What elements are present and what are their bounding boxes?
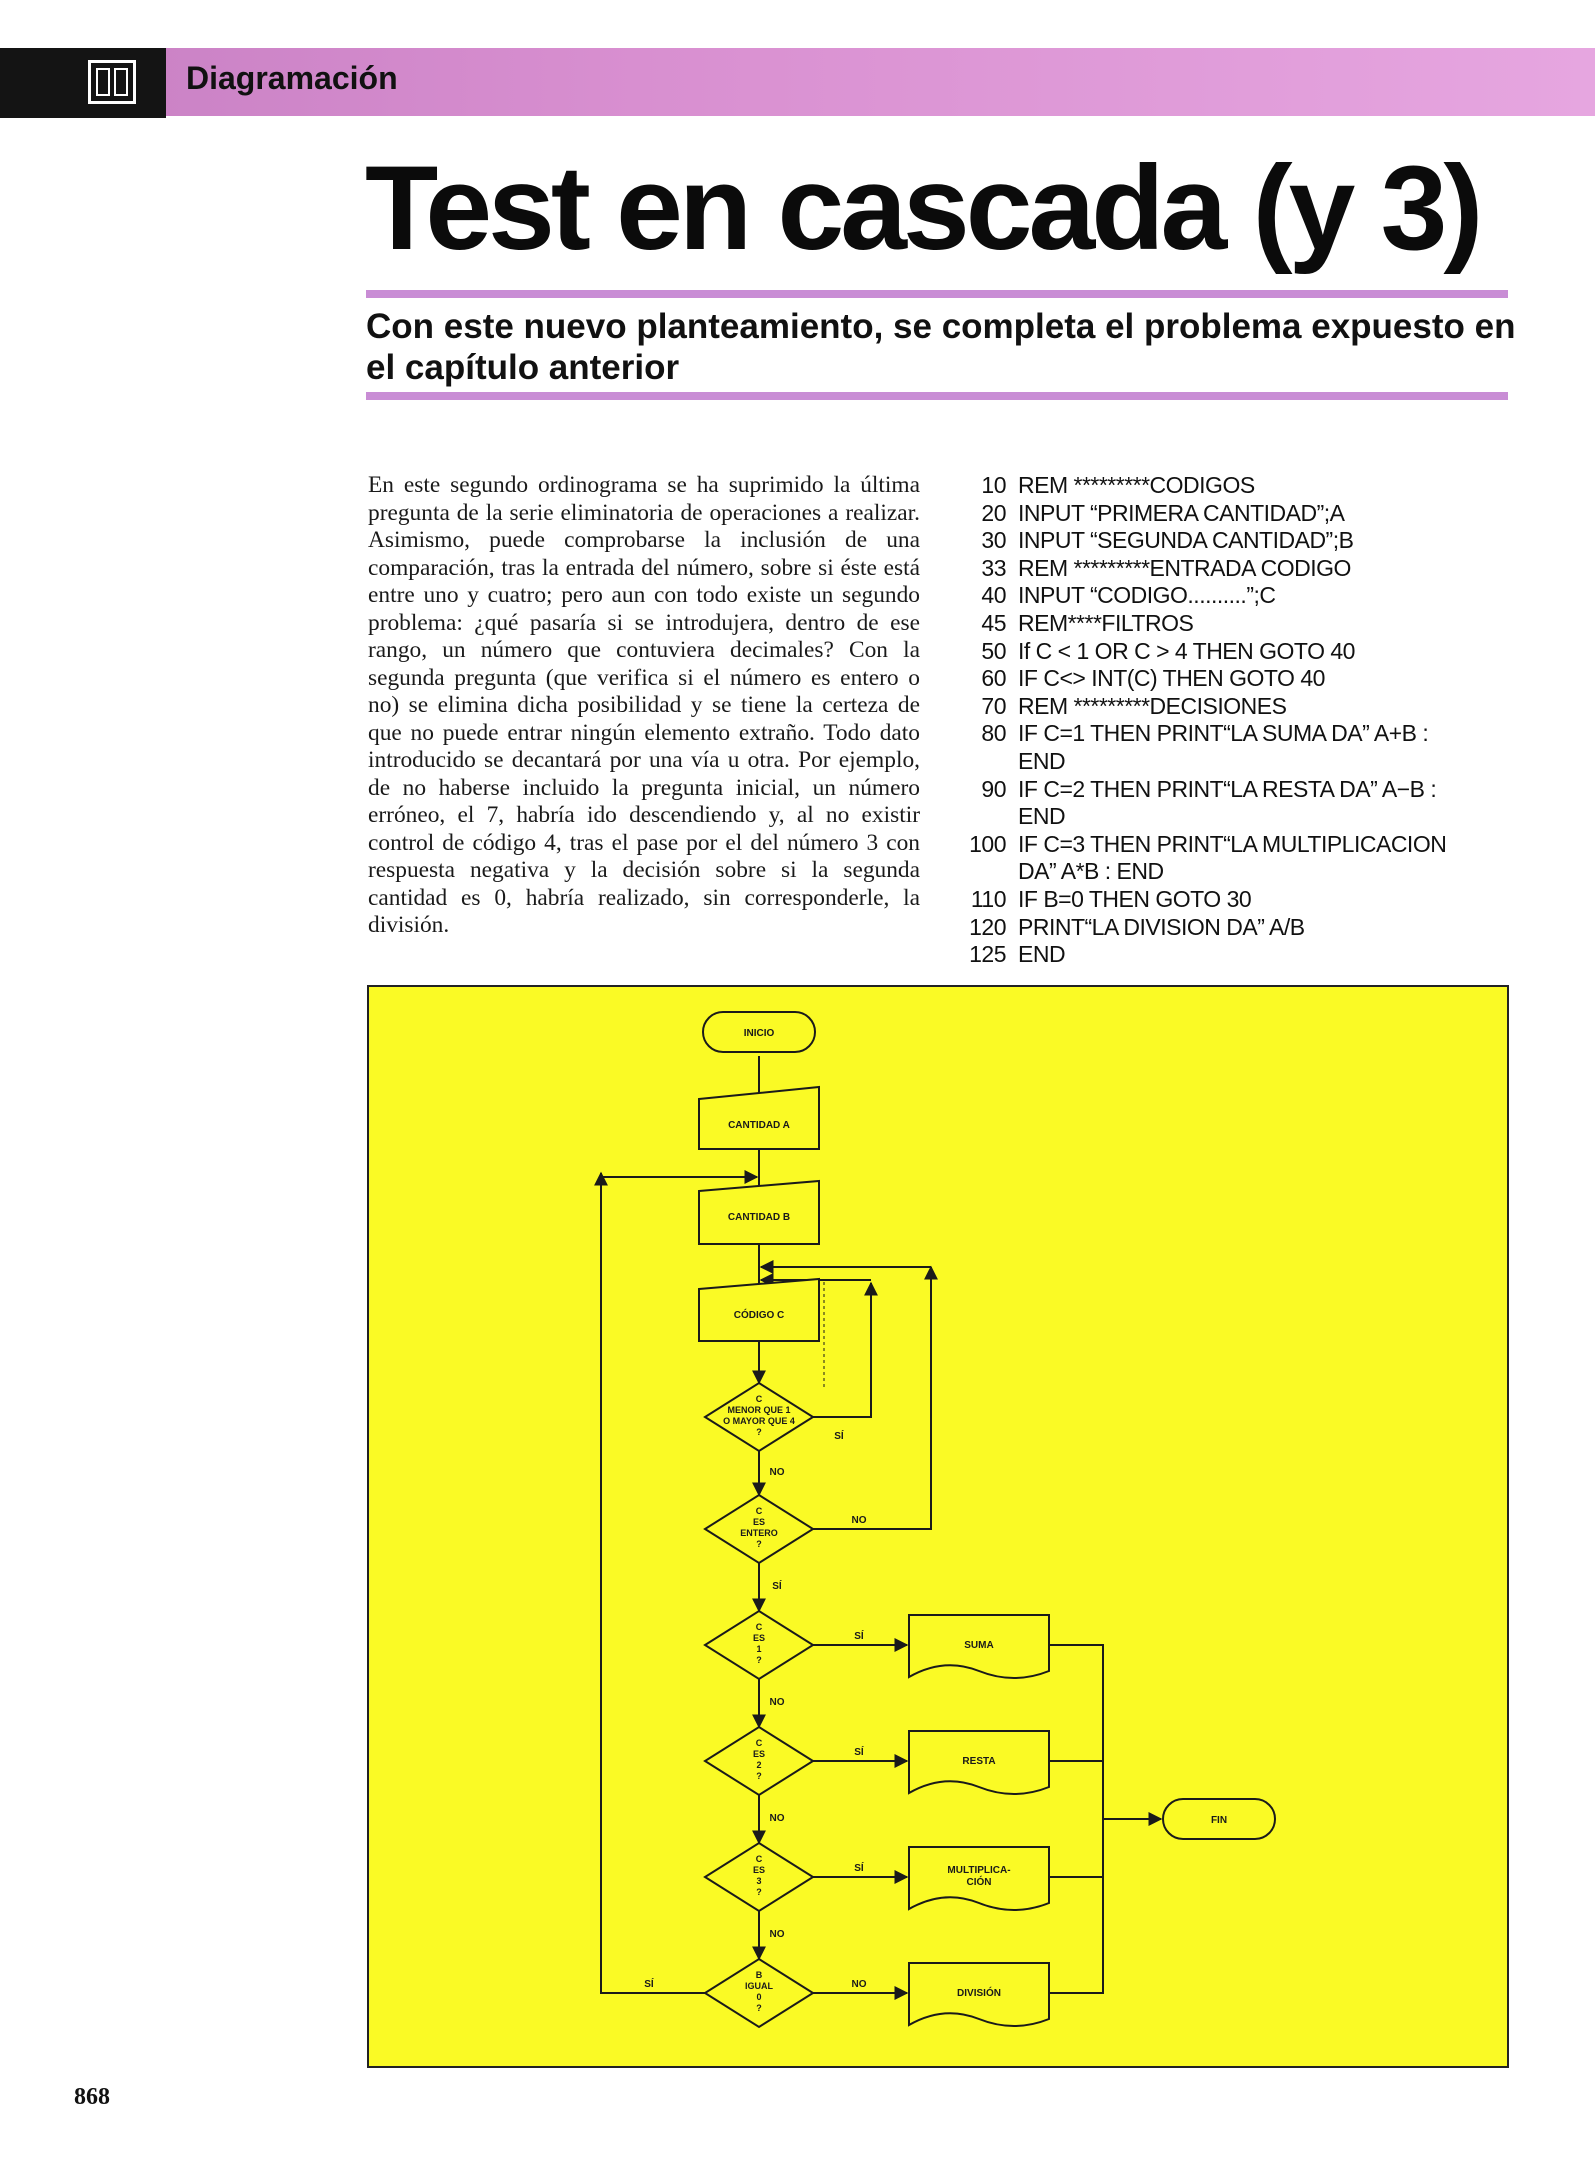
label-c2-1: C: [755, 1738, 763, 1748]
code-line-number: 100: [969, 830, 1006, 857]
page-title: Test en cascada (y 3): [365, 141, 1480, 275]
code-line: [950, 941, 1510, 969]
label-c2-no: NO: [769, 1813, 785, 1824]
label-mult-1: MULTIPLICA-: [947, 1865, 1011, 1876]
code-line: [950, 610, 1510, 638]
label-b0-1: B: [755, 1970, 763, 1980]
code-line-number: 120: [969, 913, 1006, 940]
label-c1-2: ES: [752, 1633, 766, 1643]
loop-range: [813, 1283, 871, 1417]
code-line-number: 20: [981, 499, 1006, 526]
code-line-number: 50: [981, 637, 1006, 664]
code-line-number: 125: [969, 941, 1006, 968]
code-line: [950, 748, 1510, 776]
title-rule-top: [366, 290, 1508, 298]
label-b0-3: 0: [756, 1992, 762, 2002]
subtitle: Con este nuevo planteamiento, se completa el problema expuesto en el capítulo anterior: [366, 307, 1516, 387]
label-c2-3: 2: [756, 1760, 762, 1770]
label-b0-no: NO: [851, 1979, 867, 1990]
label-range-2: MENOR QUE 1: [727, 1405, 791, 1415]
label-c3-1: C: [755, 1854, 763, 1864]
code-line-text: END: [1018, 941, 1066, 968]
title-rule-bottom: [366, 392, 1508, 400]
code-line-number: 45: [981, 609, 1006, 636]
label-mult-2: CIÓN: [966, 1877, 992, 1888]
label-c2-4: ?: [756, 1771, 762, 1781]
label-resta: RESTA: [962, 1756, 996, 1767]
code-listing: [950, 472, 1510, 969]
code-line-text: END: [1018, 803, 1066, 830]
code-line-text: END: [1018, 747, 1066, 774]
flow-to-fin: [1049, 1645, 1103, 1993]
code-line: [950, 693, 1510, 721]
code-line: [950, 803, 1510, 831]
label-range-yes: SÍ: [834, 1431, 844, 1442]
body-text: En este segundo ordinograma se ha suprimido la última pregunta de la serie eliminatoria de operaciones a realizar. Asimismo, puede comprobarse la inclusión de una comparación, tras la entrada del número, sobre si éste está entre uno y cuatro; pero aun con todo existe un segundo problema: ¿qué pasaría si se introdujera, dentro de ese rango, un número que contuviera decimales? Con la segunda pregunta (que verifica si el número es entero o no) se elimina dicha posibilidad y se tiene la certeza de que no puede entrar ningún elemento extraño. Todo dato introducido se decantará por una vía u otra. Por ejemplo, de no haberse incluido la pregunta inicial, un número erróneo, el 7, habría ido descendiendo y, al no existir control de código 4, tras el pase por el del número 3 con respuesta negativa y la decisión sobre si la segunda cantidad es 0, habría realizado, sin corresponderle, la división.: [368, 472, 920, 938]
code-line-number: 40: [981, 582, 1006, 609]
code-line-text: REM *********ENTRADA CODIGO: [1018, 554, 1351, 581]
label-c2-2: ES: [752, 1749, 766, 1759]
label-c3-2: ES: [752, 1865, 766, 1875]
input-cantidad-a: [699, 1087, 819, 1149]
label-int-yes: SÍ: [772, 1581, 782, 1592]
label-c3-no: NO: [769, 1929, 785, 1940]
label-c1-4: ?: [756, 1655, 762, 1665]
code-line: [950, 914, 1510, 942]
code-line: [950, 527, 1510, 555]
code-line: [950, 776, 1510, 804]
label-c1-no: NO: [769, 1697, 785, 1708]
code-line: [950, 500, 1510, 528]
code-line-number: 110: [970, 885, 1006, 912]
label-c3-4: ?: [756, 1887, 762, 1897]
label-suma: SUMA: [964, 1640, 994, 1651]
page-number: 868: [74, 2084, 110, 2110]
code-line: [950, 582, 1510, 610]
code-line: [950, 472, 1510, 500]
code-line: [950, 886, 1510, 914]
code-line-text: DA” A*B : END: [1018, 858, 1164, 885]
label-c1-1: C: [755, 1622, 763, 1632]
label-b0-4: ?: [756, 2003, 762, 2013]
label-b0-2: IGUAL: [745, 1981, 773, 1991]
code-line-text: IF C=2 THEN PRINT“LA RESTA DA” A−B :: [1018, 775, 1437, 802]
label-c1-yes: SÍ: [854, 1631, 864, 1642]
code-line-number: 10: [981, 472, 1006, 498]
code-line-text: IF C=3 THEN PRINT“LA MULTIPLICACION: [1018, 830, 1447, 857]
code-line-text: INPUT “SEGUNDA CANTIDAD”;B: [1018, 527, 1354, 554]
label-cantidad-b: CANTIDAD B: [727, 1212, 791, 1223]
label-c2-yes: SÍ: [854, 1747, 864, 1758]
code-line-number: 30: [981, 527, 1006, 554]
code-line-number: 60: [981, 665, 1006, 692]
code-line: [950, 858, 1510, 886]
code-line-number: 70: [981, 692, 1006, 719]
label-range-1: C: [755, 1394, 763, 1404]
label-codigo-c: CÓDIGO C: [733, 1310, 785, 1321]
code-line-number: 33: [981, 554, 1006, 581]
label-cantidad-a: CANTIDAD A: [728, 1120, 790, 1131]
code-line-text: REM****FILTROS: [1018, 609, 1194, 636]
label-b0-yes: SÍ: [644, 1979, 654, 1990]
code-line-text: PRINT“LA DIVISION DA” A/B: [1018, 913, 1305, 940]
code-line-number: 80: [981, 720, 1006, 747]
label-int-2: ES: [752, 1517, 766, 1527]
code-line: [950, 665, 1510, 693]
code-line-text: IF C=1 THEN PRINT“LA SUMA DA” A+B :: [1018, 720, 1429, 747]
label-int-1: C: [755, 1506, 763, 1516]
code-line: [950, 638, 1510, 666]
label-int-no: NO: [851, 1515, 867, 1526]
label-c3-yes: SÍ: [854, 1863, 864, 1874]
label-c3-3: 3: [756, 1876, 762, 1886]
code-line-text: IF C<> INT(C) THEN GOTO 40: [1018, 665, 1325, 692]
loop-to-cantidad-b: [601, 1173, 705, 1993]
code-line-text: REM *********DECISIONES: [1018, 692, 1287, 719]
code-line-text: REM *********CODIGOS: [1018, 472, 1255, 498]
code-line-text: IF B=0 THEN GOTO 30: [1018, 885, 1252, 912]
code-line-number: 90: [981, 775, 1006, 802]
label-division: DIVISIÓN: [957, 1988, 1001, 1999]
code-line: [950, 555, 1510, 583]
label-c1-3: 1: [756, 1644, 762, 1654]
section-logo-block: [0, 48, 166, 118]
label-range-no: NO: [769, 1467, 785, 1478]
label-int-4: ?: [756, 1539, 762, 1549]
code-line-text: If C < 1 OR C > 4 THEN GOTO 40: [1018, 637, 1355, 664]
label-int-3: ENTERO: [740, 1528, 778, 1538]
label-range-3: O MAYOR QUE 4: [723, 1416, 795, 1426]
code-line: [950, 831, 1510, 859]
book-icon: [88, 60, 136, 104]
label-start: INICIO: [743, 1028, 775, 1039]
code-line: [950, 720, 1510, 748]
section-label: Diagramación: [186, 60, 398, 96]
label-end: FIN: [1210, 1815, 1228, 1826]
code-line-text: INPUT “PRIMERA CANTIDAD”;A: [1018, 499, 1345, 526]
flowchart: [367, 985, 1509, 2068]
label-range-4: ?: [756, 1427, 762, 1437]
code-line-text: INPUT “CODIGO..........”;C: [1018, 582, 1276, 609]
